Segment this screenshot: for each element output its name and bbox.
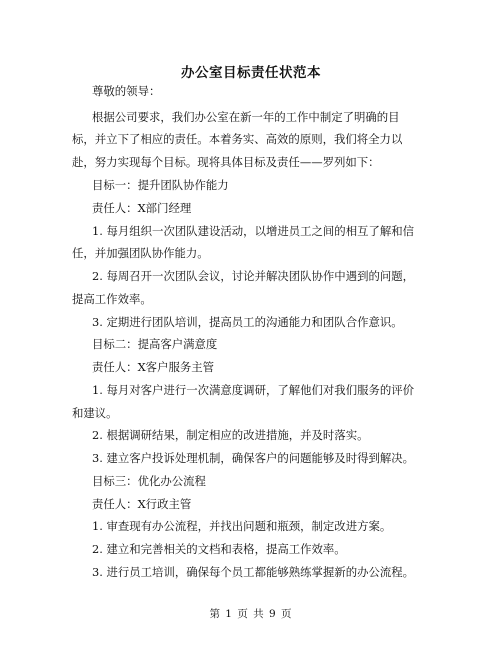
page-number: 第 1 页 共 9 页 [209, 608, 293, 620]
goal-heading: 目标三：优化办公流程 [92, 474, 206, 488]
goal-owner: 责任人：X行政主管 [92, 497, 192, 511]
intro-line: 标，并立下了相应的责任。本着务实、高效的原则，我们将全力以 [72, 132, 403, 146]
goal-item-continued: 提高工作效率。 [72, 292, 152, 306]
goal-owner: 责任人：X客户服务主管 [92, 360, 215, 374]
document-title: 办公室目标责任状范本 [181, 65, 321, 81]
goal-item: 1. 审查现有办公流程，并找出问题和瓶颈，制定改进方案。 [92, 519, 392, 533]
intro-line: 根据公司要求，我们办公室在新一年的工作中制定了明确的目 [92, 110, 400, 124]
goal-item: 2. 每周召开一次团队会议，讨论并解决团队协作中遇到的问题， [92, 269, 415, 283]
intro-line: 赴，努力实现每个目标。现将具体目标及责任——罗列如下： [72, 155, 380, 169]
goal-item: 1. 每月对客户进行一次满意度调研，了解他们对我们服务的评价 [92, 383, 415, 397]
goal-item: 3. 定期进行团队培训，提高员工的沟通能力和团队合作意识。 [92, 315, 403, 329]
goal-item-continued: 和建议。 [72, 406, 118, 420]
goal-heading: 目标二：提高客户满意度 [92, 337, 218, 351]
goal-item: 3. 进行员工培训，确保每个员工都能够熟练掌握新的办公流程。 [92, 565, 415, 579]
goal-owner: 责任人：X部门经理 [92, 201, 192, 215]
goal-item: 3. 建立客户投诉处理机制，确保客户的问题能够及时得到解决。 [92, 451, 415, 465]
salutation: 尊敬的领导： [92, 84, 161, 98]
goal-heading: 目标一：提升团队协作能力 [92, 178, 229, 192]
goal-item-continued: 任，并加强团队协作能力。 [72, 246, 209, 260]
goal-item: 2. 建立和完善相关的文档和表格，提高工作效率。 [92, 542, 346, 556]
goal-item: 1. 每月组织一次团队建设活动，以增进员工之间的相互了解和信 [92, 224, 415, 238]
goal-item: 2. 根据调研结果，制定相应的改进措施，并及时落实。 [92, 428, 369, 442]
